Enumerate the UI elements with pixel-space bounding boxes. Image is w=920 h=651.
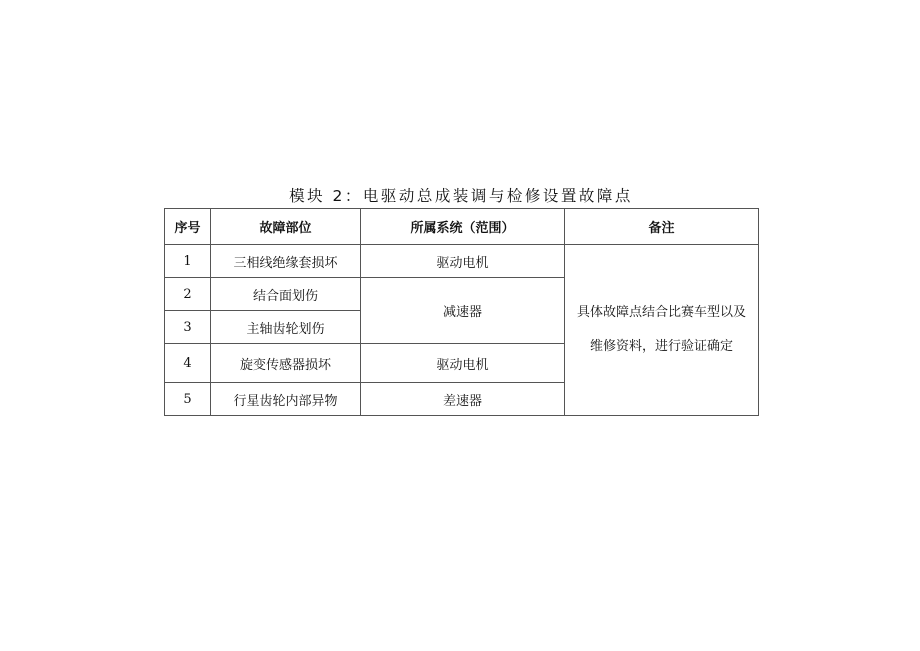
row-system: 差速器 bbox=[361, 383, 565, 416]
row-fault-location: 结合面划伤 bbox=[211, 278, 361, 311]
remarks-line-2: 维修资料，进行验证确定 bbox=[589, 339, 733, 354]
row-index: 5 bbox=[165, 383, 211, 416]
row-fault-location: 行星齿轮内部异物 bbox=[211, 383, 361, 416]
row-system: 减速器 bbox=[361, 278, 565, 344]
header-remarks: 备注 bbox=[565, 209, 759, 245]
row-index: 4 bbox=[165, 344, 211, 383]
table-row bbox=[165, 245, 759, 278]
row-system: 驱动电机 bbox=[361, 344, 565, 383]
remarks-cell bbox=[565, 245, 759, 416]
row-system: 驱动电机 bbox=[361, 245, 565, 278]
header-fault-location: 故障部位 bbox=[211, 209, 361, 245]
header-system-scope: 所属系统（范围） bbox=[361, 209, 565, 245]
row-index: 3 bbox=[165, 311, 211, 344]
row-fault-location: 主轴齿轮划伤 bbox=[211, 311, 361, 344]
table-header-row bbox=[165, 209, 759, 245]
document-title: 模块 2：电驱动总成装调与检修设置故障点 bbox=[289, 187, 633, 205]
header-index: 序号 bbox=[165, 209, 211, 245]
remarks-line-1: 具体故障点结合比赛车型以及 bbox=[576, 305, 746, 321]
row-index: 2 bbox=[165, 278, 211, 311]
row-fault-location: 旋变传感器损坏 bbox=[211, 344, 361, 383]
row-index: 1 bbox=[165, 245, 211, 278]
row-fault-location: 三相线绝缘套损坏 bbox=[211, 245, 361, 278]
fault-points-table bbox=[164, 208, 759, 416]
